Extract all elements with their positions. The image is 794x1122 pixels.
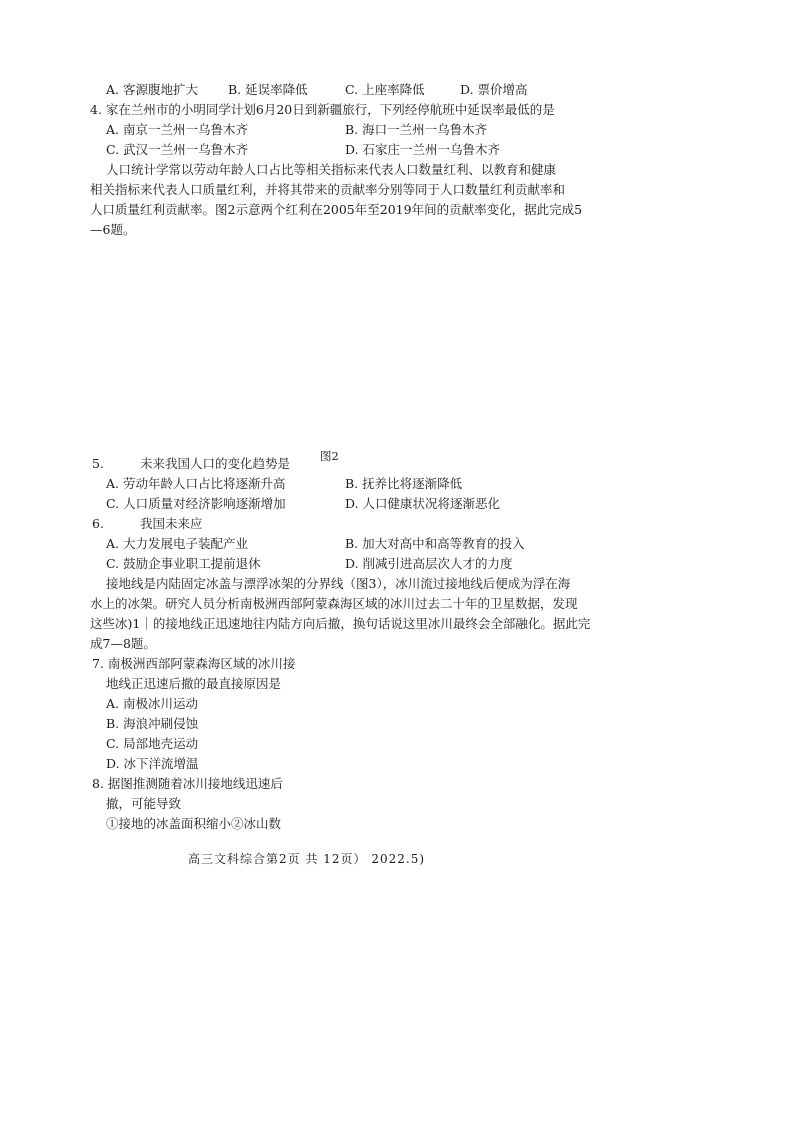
q6-option-b: B. 加大对高中和高等教育的投入	[345, 536, 525, 551]
q7-option-b: B. 海浪冲刷侵蚀	[106, 716, 199, 731]
q5-option-a: A. 劳动年龄人口占比将逐渐升高	[106, 476, 286, 491]
q3-option-b: B. 延误率降低	[228, 82, 308, 97]
q7-option-a: A. 南极冰川运动	[106, 696, 198, 711]
q6-option-d: D. 削减引进高层次人才的力度	[345, 556, 513, 571]
q6-option-a: A. 大力发展电子装配产业	[106, 536, 248, 551]
passage2-line-2: 水上的冰架。研究人员分析南极洲西部阿蒙森海区域的冰川过去二十年的卫星数据，发现	[90, 596, 578, 611]
figure-2-label: 图2	[320, 449, 339, 463]
q4-stem: 4. 家在兰州市的小明同学计划6月20日到新疆旅行，下列经停航班中延误率最低的是	[90, 102, 555, 117]
q6-option-c: C. 鼓励企事业职工提前退休	[106, 556, 261, 571]
passage1-line-3: 人口质量红利贡献率。图2示意两个红利在2005年至2019年间的贡献率变化，据此完成5	[90, 202, 583, 217]
q8-stem-line-1: 8. 据图推测随着冰川接地线迅速后	[92, 776, 283, 791]
page-footer: 高三文科综合第2页 共 12页） 2022.5)	[188, 852, 426, 866]
q8-stem-line-3: ①接地的冰盖面积缩小②冰山数	[106, 816, 282, 831]
q3-option-a: A. 客源腹地扩大	[106, 82, 198, 97]
passage2-line-3: 这些冰)1｜的接地线正迅速地往内陆方向后撤，换句话说这里冰川最终会全部融化。据此完	[90, 616, 591, 631]
passage2-line-4: 成7—8题。	[90, 636, 156, 651]
passage1-line-2: 相关指标来代表人口质量红利，并将其带来的贡献率分别等同于人口数量红利贡献率和	[90, 182, 566, 197]
q6-stem: 我国未来应	[140, 516, 203, 531]
q4-option-c: C. 武汉一兰州一乌鲁木齐	[106, 142, 249, 157]
figure-2-area	[90, 240, 610, 440]
passage2-line-1: 接地线是内陆固定冰盖与漂浮冰架的分界线（图3），冰川流过接地线后便成为浮在海	[106, 576, 571, 591]
q5-option-b: B. 抚养比将逐渐降低	[345, 476, 463, 491]
q7-option-c: C. 局部地壳运动	[106, 736, 199, 751]
q5-number: 5.	[92, 456, 104, 471]
q5-option-d: D. 人口健康状况将逐渐恶化	[345, 496, 501, 511]
q4-option-a: A. 南京一兰州一乌鲁木齐	[106, 122, 248, 137]
q7-option-d: D. 冰下洋流增温	[106, 756, 199, 771]
q4-option-b: B. 海口一兰州一乌鲁木齐	[345, 122, 488, 137]
q6-number: 6.	[92, 516, 104, 531]
q3-option-d: D. 票价增高	[460, 82, 528, 97]
passage1-line-1: 人口统计学常以劳动年龄人口占比等相关指标来代表人口数量红利、以教育和健康	[106, 162, 557, 177]
q5-option-c: C. 人口质量对经济影响逐渐增加	[106, 496, 286, 511]
q8-stem-line-2: 撤，可能导致	[106, 796, 182, 811]
q5-stem: 未来我国人口的变化趋势是	[140, 456, 291, 471]
passage1-line-4: —6题。	[90, 222, 136, 237]
q7-stem-line-2: 地线正迅速后撤的最直接原因是	[106, 676, 282, 691]
q7-stem-line-1: 7. 南极洲西部阿蒙森海区域的冰川接	[92, 656, 296, 671]
q4-option-d: D. 石家庄一兰州一乌鲁木齐	[345, 142, 501, 157]
q3-option-c: C. 上座率降低	[345, 82, 425, 97]
